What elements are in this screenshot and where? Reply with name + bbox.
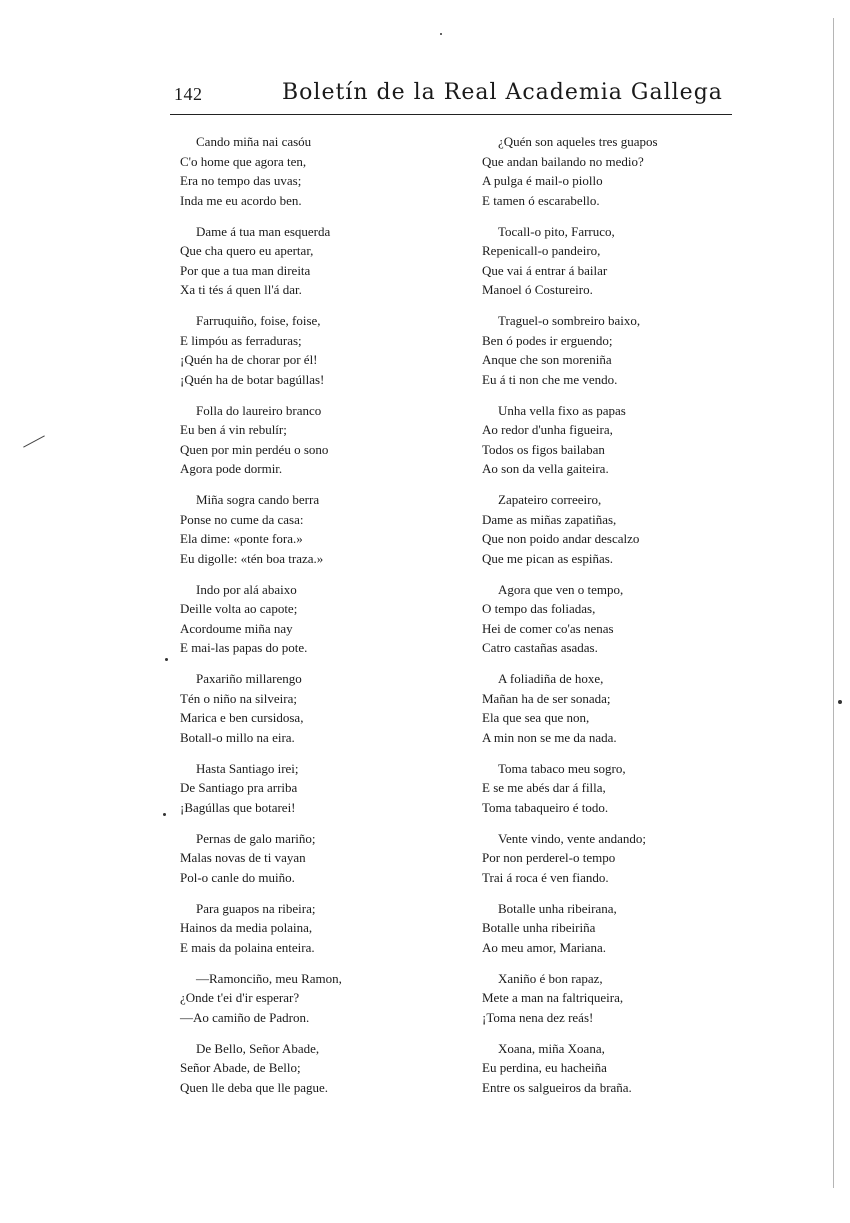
stanza xyxy=(180,759,430,818)
stanza xyxy=(482,1039,732,1098)
margin-pen-mark xyxy=(23,435,45,447)
verse-line: Botalle unha ribeirana, xyxy=(498,900,617,916)
verse-line: Xoana, miña Xoana, xyxy=(498,1040,605,1056)
verse-line: A min non se me da nada. xyxy=(482,729,617,745)
verse-line: E limpóu as ferraduras; xyxy=(180,332,302,348)
verse-line: Inda me eu acordo ben. xyxy=(180,192,302,208)
verse-line: E tamen ó escarabello. xyxy=(482,192,600,208)
scan-speck xyxy=(163,813,166,816)
verse-line: E mai-las papas do pote. xyxy=(180,640,308,655)
header-rule xyxy=(170,114,732,115)
verse-line: Hei de comer co'as nenas xyxy=(482,620,614,636)
verse-line: Mete a man na faltriqueira, xyxy=(482,990,624,1005)
scan-speck xyxy=(165,658,168,661)
verse-line: Pernas de galo mariño; xyxy=(196,830,316,846)
verse-line: Trai á roca é ven fiando. xyxy=(482,869,609,885)
verse-line: Eu ben á vin rebulír; xyxy=(180,422,287,437)
verse-line: Hainos da media polaina, xyxy=(180,920,313,935)
verse-line: Señor Abade, de Bello; xyxy=(180,1060,301,1075)
stanza xyxy=(482,759,732,818)
verse-line: Ponse no cume da casa: xyxy=(180,511,304,527)
verse-line: ¡Toma nena dez reás! xyxy=(482,1009,594,1025)
verse-line: Ela dime: «ponte fora.» xyxy=(180,531,303,546)
verse-line: Farruquiño, foise, foise, xyxy=(196,313,321,328)
verse-line: Dame as miñas zapatiñas, xyxy=(482,511,617,527)
verse-line: Anque che son moreniña xyxy=(482,352,612,367)
verse-line: Tén o niño na silveira; xyxy=(180,690,297,706)
verse-line: Cando miña nai casóu xyxy=(196,134,312,149)
left-column xyxy=(180,132,430,1109)
verse-line: Paxariño millarengo xyxy=(196,671,302,686)
page-number: 142 xyxy=(174,84,203,104)
stanza xyxy=(180,222,430,300)
verse-line: Repenicall-o pandeiro, xyxy=(482,243,601,258)
verse-line: Eu perdina, eu hacheiña xyxy=(482,1060,607,1075)
stanza xyxy=(180,401,430,479)
verse-line: ¿Onde t'ei d'ir esperar? xyxy=(180,990,300,1005)
verse-line: De Bello, Señor Abade, xyxy=(196,1040,320,1056)
scan-speck xyxy=(838,700,842,704)
verse-line: O tempo das foliadas, xyxy=(482,601,596,616)
right-column xyxy=(482,132,732,1109)
verse-line: Botalle unha ribeiriña xyxy=(482,920,596,935)
stanza xyxy=(180,311,430,389)
verse-line: Miña sogra cando berra xyxy=(196,492,320,507)
verse-line: —Ao camiño de Padron. xyxy=(180,1009,310,1025)
stanza xyxy=(180,132,430,210)
verse-line: Ao meu amor, Mariana. xyxy=(482,939,607,955)
verse-line: Tocall-o pito, Farruco, xyxy=(498,223,615,239)
verse-line: Por non perderel-o tempo xyxy=(482,850,616,865)
stanza xyxy=(482,311,732,389)
stanza xyxy=(180,899,430,958)
stanza xyxy=(180,1039,430,1098)
verse-line: Indo por alá abaixo xyxy=(196,581,297,597)
verse-line: Que andan bailando no medio? xyxy=(482,153,644,169)
verse-line: Dame á tua man esquerda xyxy=(196,223,331,239)
verse-line: A pulga é mail-o piollo xyxy=(482,173,603,188)
verse-line: ¡Quén ha de chorar por él! xyxy=(180,352,318,367)
verse-line: Malas novas de ti vayan xyxy=(180,850,306,865)
scan-speck xyxy=(440,33,442,35)
verse-line: Xaniño é bon rapaz, xyxy=(498,970,603,986)
verse-line: E se me abés dar á filla, xyxy=(482,780,606,795)
stanza xyxy=(180,490,430,568)
verse-line: Catro castañas asadas. xyxy=(482,640,598,655)
verse-line: Deille volta ao capote; xyxy=(180,601,298,616)
stanza xyxy=(482,490,732,568)
verse-line: De Santiago pra arriba xyxy=(180,780,298,795)
verse-line: Para guapos na ribeira; xyxy=(196,900,316,916)
verse-line: ¡Quén ha de botar bagúllas! xyxy=(180,371,325,387)
verse-line: Hasta Santiago irei; xyxy=(196,760,299,776)
verse-line: Entre os salgueiros da braña. xyxy=(482,1079,632,1095)
stanza xyxy=(482,899,732,958)
verse-line: A foliadiña de hoxe, xyxy=(498,671,604,686)
verse-line: Ao son da vella gaiteira. xyxy=(482,461,609,476)
verse-line: Botall-o millo na eira. xyxy=(180,729,295,745)
verse-line: Ben ó podes ir erguendo; xyxy=(482,332,613,348)
verse-line: Zapateiro correeiro, xyxy=(498,492,602,507)
stanza xyxy=(482,969,732,1028)
verse-line: Ao redor d'unha figueira, xyxy=(482,422,613,437)
verse-line: Eu á ti non che me vendo. xyxy=(482,371,618,387)
stanza xyxy=(482,669,732,747)
verse-line: Que me pican as espiñas. xyxy=(482,550,614,566)
stanza xyxy=(482,132,732,210)
verse-line: Por que a tua man direita xyxy=(180,262,311,278)
stanza xyxy=(180,829,430,888)
verse-line: —Ramonciño, meu Ramon, xyxy=(196,970,342,986)
running-head-title: Boletín de la Real Academia Gallega xyxy=(282,80,723,105)
verse-line: ¡Bagúllas que botarei! xyxy=(180,799,296,815)
verse-line: Toma tabaqueiro é todo. xyxy=(482,799,609,815)
verse-line: Marica e ben cursidosa, xyxy=(180,710,304,725)
verse-line: Xa ti tés á quen ll'á dar. xyxy=(180,282,302,297)
verse-line: E mais da polaina enteira. xyxy=(180,939,315,955)
verse-line: Que non poido andar descalzo xyxy=(482,531,640,546)
verse-line: Eu digolle: «tén boa traza.» xyxy=(180,550,324,566)
verse-line: Quen por min perdéu o sono xyxy=(180,441,329,457)
verse-line: Era no tempo das uvas; xyxy=(180,173,302,188)
verse-line: Vente vindo, vente andando; xyxy=(498,830,647,846)
verse-line: Que vai á entrar á bailar xyxy=(482,262,608,278)
verse-line: Mañan ha de ser sonada; xyxy=(482,690,611,706)
verse-line: Todos os figos bailaban xyxy=(482,441,605,457)
verse-line: Acordoume miña nay xyxy=(180,620,293,636)
verse-line: Manoel ó Costureiro. xyxy=(482,282,593,297)
verse-line: C'o home que agora ten, xyxy=(180,153,307,169)
stanza xyxy=(180,669,430,747)
verse-line: ¿Quén son aqueles tres guapos xyxy=(498,134,658,149)
stanza xyxy=(180,580,430,658)
verse-line: Que cha quero eu apertar, xyxy=(180,243,314,258)
verse-line: Quen lle deba que lle pague. xyxy=(180,1079,328,1095)
stanza xyxy=(180,969,430,1028)
verse-line: Traguel-o sombreiro baixo, xyxy=(498,313,641,328)
verse-line: Agora que ven o tempo, xyxy=(498,581,624,597)
verse-line: Agora pode dormir. xyxy=(180,461,283,476)
stanza xyxy=(482,580,732,658)
verse-line: Pol-o canle do muiño. xyxy=(180,869,295,885)
verse-line: Unha vella fixo as papas xyxy=(498,402,626,418)
stanza xyxy=(482,829,732,888)
verse-line: Toma tabaco meu sogro, xyxy=(498,760,626,776)
stanza xyxy=(482,222,732,300)
verse-line: Folla do laureiro branco xyxy=(196,402,322,418)
verse-line: Ela que sea que non, xyxy=(482,710,590,725)
scan-edge-line xyxy=(833,18,834,1188)
stanza xyxy=(482,401,732,479)
